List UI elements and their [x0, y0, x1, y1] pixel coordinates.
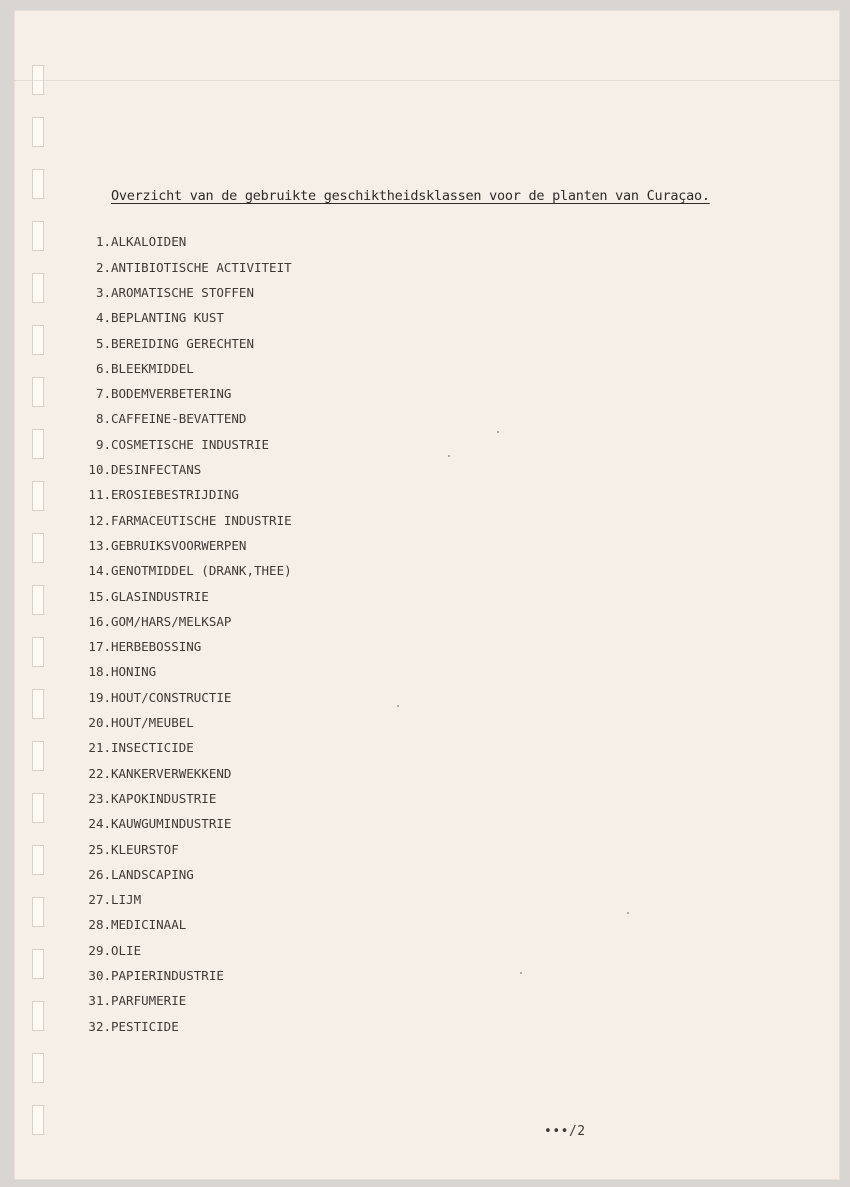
list-item-number: 28.: [88, 917, 111, 933]
list-item: [74, 609, 524, 634]
list-item-number: 31.: [88, 993, 111, 1009]
list-item: [74, 812, 524, 837]
list-item: [74, 306, 524, 331]
list-item-label: KAUWGUMINDUSTRIE: [111, 816, 232, 832]
binder-hole: [32, 793, 44, 823]
list-item-number: 14.: [88, 563, 111, 579]
list-item-label: PESTICIDE: [111, 1018, 179, 1034]
list-item-number: 15.: [88, 588, 111, 604]
binder-hole: [32, 1105, 44, 1135]
list-item-number: 19.: [88, 689, 111, 705]
list-item: [74, 584, 524, 609]
list-item: [74, 635, 524, 660]
list-item: [74, 331, 524, 356]
binder-hole: [32, 689, 44, 719]
binder-hole: [32, 481, 44, 511]
list-item: [74, 356, 524, 381]
list-item-number: 9.: [95, 436, 111, 452]
binder-hole: [32, 741, 44, 771]
list-item-number: 6.: [95, 360, 111, 376]
list-item-number: 3.: [95, 284, 111, 300]
list-item-number: 17.: [88, 639, 111, 655]
binder-hole: [32, 845, 44, 875]
list-item-number: 23.: [88, 790, 111, 806]
list-item-number: 27.: [88, 892, 111, 908]
binder-hole: [32, 1001, 44, 1031]
document-title: Overzicht van de gebruikte geschiktheidsklassen voor de planten van Curaçao.: [111, 188, 710, 204]
list-item: [74, 989, 524, 1014]
list-item: [74, 711, 524, 736]
binder-hole: [32, 325, 44, 355]
list-item-number: 24.: [88, 816, 111, 832]
list-item: [74, 913, 524, 938]
binder-hole: [32, 65, 44, 95]
binder-hole: [32, 169, 44, 199]
list-item-number: 16.: [88, 613, 111, 629]
binder-hole: [32, 533, 44, 563]
list-item-label: HOUT/CONSTRUCTIE: [111, 689, 232, 705]
list-item: [74, 458, 524, 483]
list-item: [74, 888, 524, 913]
binder-hole: [32, 377, 44, 407]
list-item-label: LANDSCAPING: [111, 866, 194, 882]
list-item-number: 4.: [95, 310, 111, 326]
list-item-label: LIJM: [111, 892, 142, 908]
list-item-number: 11.: [88, 487, 111, 503]
list-item-label: BEREIDING GERECHTEN: [111, 335, 254, 351]
paper-speck: [520, 972, 522, 974]
list-item-number: 13.: [88, 537, 111, 553]
binder-hole: [32, 637, 44, 667]
list-item-label: CAFFEINE-BEVATTEND: [111, 411, 247, 427]
list-item: [74, 382, 524, 407]
list-item: [74, 938, 524, 963]
list-item-label: BLEEKMIDDEL: [111, 360, 194, 376]
list-item-label: HERBEBOSSING: [111, 639, 202, 655]
list-item: [74, 483, 524, 508]
list-item: [74, 534, 524, 559]
list-item-number: 7.: [95, 386, 111, 402]
list-item: [74, 281, 524, 306]
list-item: [74, 761, 524, 786]
list-item-number: 22.: [88, 765, 111, 781]
list-item-number: 12.: [88, 512, 111, 528]
list-item-label: EROSIEBESTRIJDING: [111, 487, 239, 503]
binder-hole: [32, 429, 44, 459]
list-item: [74, 736, 524, 761]
page-footer: •••/2: [544, 1124, 586, 1139]
list-item: [74, 862, 524, 887]
list-item-label: GLASINDUSTRIE: [111, 588, 209, 604]
list-item-label: PAPIERINDUSTRIE: [111, 968, 224, 983]
list-item-number: 25.: [88, 841, 111, 857]
list-item-label: ALKALOIDEN: [111, 234, 187, 250]
list-item-label: GOM/HARS/MELKSAP: [111, 613, 232, 629]
list-item-label: KAPOKINDUSTRIE: [111, 790, 217, 806]
list-item-label: INSECTICIDE: [111, 740, 194, 756]
list-item-number: 1.: [95, 234, 111, 250]
list-item: [74, 559, 524, 584]
list-item-label: FARMACEUTISCHE INDUSTRIE: [111, 512, 292, 528]
list-item-number: 5.: [95, 335, 111, 351]
list-item-number: 2.: [95, 259, 111, 275]
binder-hole: [32, 585, 44, 615]
list-item: [74, 432, 524, 457]
list-item-label: HOUT/MEUBEL: [111, 715, 194, 731]
list-item: [74, 660, 524, 685]
binder-hole: [32, 221, 44, 251]
paper-speck: [627, 912, 629, 914]
list-item: [74, 255, 524, 280]
list-item: [74, 685, 524, 710]
list-item-number: 21.: [88, 740, 111, 756]
classification-list: [74, 230, 524, 1040]
list-item-number: 8.: [95, 411, 111, 427]
list-item-label: HONING: [111, 664, 157, 680]
list-item-number: 20.: [88, 715, 111, 731]
list-item: [74, 508, 524, 533]
list-item-number: 26.: [88, 866, 111, 882]
list-item: [74, 1014, 524, 1039]
list-item-label: ANTIBIOTISCHE ACTIVITEIT: [111, 259, 292, 275]
list-item-label: GEBRUIKSVOORWERPEN: [111, 537, 247, 553]
list-item-label: BEPLANTING KUST: [111, 310, 224, 326]
list-item-label: GENOTMIDDEL (DRANK,THEE): [111, 563, 292, 579]
list-item-number: 32.: [88, 1018, 111, 1034]
list-item: [74, 964, 524, 989]
paper-speck: [397, 705, 399, 707]
list-item: [74, 230, 524, 255]
list-item-label: AROMATISCHE STOFFEN: [111, 284, 254, 300]
binder-hole: [32, 949, 44, 979]
list-item-number: 29.: [88, 942, 111, 958]
list-item-label: OLIE: [111, 942, 142, 958]
document-page: [14, 10, 840, 1180]
paper-speck: [448, 455, 450, 457]
list-item-label: BODEMVERBETERING: [111, 386, 232, 402]
list-item-label: KANKERVERWEKKEND: [111, 765, 232, 781]
list-item-number: 18.: [88, 664, 111, 680]
list-item-label: KLEURSTOF: [111, 841, 179, 857]
list-item: [74, 837, 524, 862]
binder-holes: [32, 65, 44, 1185]
list-item-label: COSMETISCHE INDUSTRIE: [111, 436, 270, 452]
list-item-label: DESINFECTANS: [111, 462, 202, 478]
binder-hole: [32, 117, 44, 147]
list-item-label: MEDICINAAL: [111, 917, 187, 933]
list-item-number: 10.: [88, 462, 111, 478]
list-item: [74, 787, 524, 812]
list-item: [74, 407, 524, 432]
binder-hole: [32, 1053, 44, 1083]
paper-speck: [497, 431, 499, 433]
list-item-label: PARFUMERIE: [111, 993, 187, 1009]
binder-hole: [32, 273, 44, 303]
binder-hole: [32, 897, 44, 927]
list-item-number: 30.: [88, 968, 111, 983]
